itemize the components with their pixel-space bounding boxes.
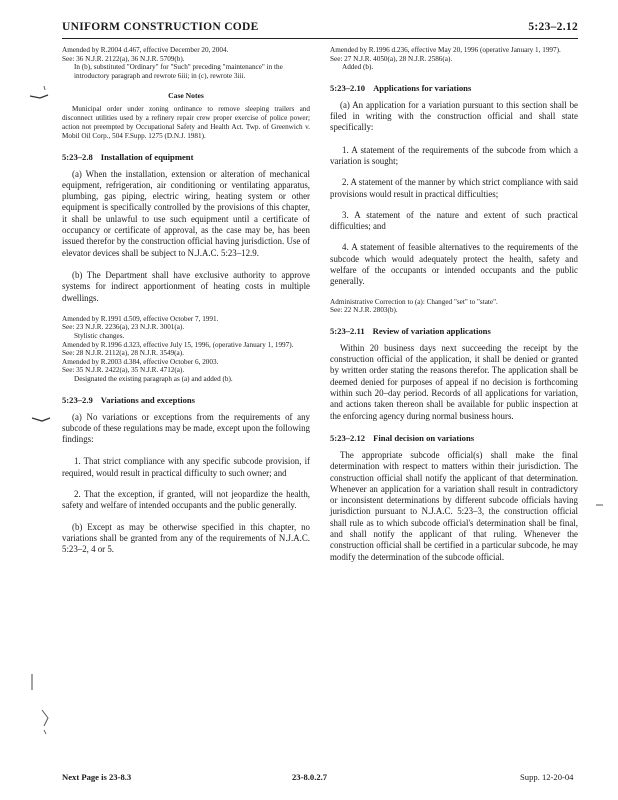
list-item: 2. That the exception, if granted, will not jeopardize the health, safety and welfare of intended occupants and the public generally. [62,489,310,511]
section-title: Installation of equipment [100,151,194,162]
section-title: Applications for variations [373,82,472,93]
section-paragraph: (b) The Department shall have exclusive authority to approve systems for indirect apportionment of heating costs in multiple dwellings. [62,269,310,303]
header-section-number: 5:23–2.12 [528,21,578,33]
section-heading-2-9 [62,395,310,405]
list-item: 1. A statement of the requirements of the subcode from which a variation is sought; [330,144,578,166]
history-note: Amended by R.1991 d.509, effective October 7, 1991. [62,314,219,323]
section-paragraph: (a) No variations or exceptions from the requirements of any subcode of these regulations may be made, except upon the following findings: [62,411,310,445]
section-paragraph: (a) When the installation, extension or alteration of mechanical equipment, refrigeration, air conditioning or ventilating apparatus, plumbing, gas piping, electric wiring, heating system or other equipment is specifically controlled by the provisions of this chapter, it shall be unlawful to use such equipment until a certificate of occupancy or certificate of approval, as the case may be, has been issued therefor by the construction official having jurisdiction. Use of elevator devices shall be subject to N.J.A.C. 5:23–12.9. [62,168,310,258]
history-note: Amended by R.2003 d.384, effective October 6, 2003. [62,357,219,366]
right-column [330,46,578,574]
section-heading-2-12 [330,433,578,443]
history-note: See: 35 N.J.R. 2422(a), 35 N.J.R. 4712(a). [62,366,185,375]
section-paragraph: The appropriate subcode official(s) shall make the final determination with respect to matters within their jurisdiction. The construction official shall notify the applicant of that determination. Whenever an application for a variation shall result in contradictory or inconsistent determinations by different subcode officials having jurisdiction pursuant to N.J.A.C. 5:23–3, the construction official shall rule as to which subcode official's determination shall be final, and shall notify the applicant of that ruling. Whenever the construction official shall be certified in a particular subcode, he may modify the determination of the subcode official. [330,449,578,562]
margin-pen-mark [26,670,52,740]
running-header [62,18,578,39]
history-note: See: 28 N.J.R. 2112(a), 28 N.J.R. 3549(a). [62,349,184,358]
section-title: Review of variation applications [372,325,491,336]
history-note: Designated the existing paragraph as (a) and added (b). [74,374,233,383]
section-title: Variations and exceptions [100,394,196,405]
list-item: 4. A statement of feasible alternatives to the requirements of the subcode which would adequately protect the health, safety and welfare of the occupants or intended occupants and the public generally. [330,242,578,287]
footer-page-number: 23-8.0.2.7 [292,772,328,782]
section-paragraph: Within 20 business days next succeeding the receipt by the construction official of the application, it shall be denied or granted by written order stating the reasons therefor. The application shall be deemed denied for purposes of appeal if no decision is forthcoming within such 20–day period. Records of all applications for variation, and actions taken thereon shall be available for public inspection at the enforcing agency during normal business hours. [330,342,578,421]
section-number: 5:23–2.11 [330,325,365,336]
footer-supplement-date: Supp. 12-20-04 [520,772,574,782]
section-number: 5:23–2.10 [330,82,366,93]
history-note: Amended by R.1996 d.236, effective May 20, 1996 (operative January 1, 1997). [330,46,561,54]
history-note: See: 27 N.J.R. 4050(a), 28 N.J.R. 2586(a). [330,54,453,63]
section-heading-2-8 [62,152,310,162]
header-title: UNIFORM CONSTRUCTION CODE [62,21,259,33]
section-heading-2-11 [330,326,578,336]
history-note: In (b), substituted "Ordinary" for "Such" preceding "maintenance" in the introductory paragraph and rewrote 6iii; in (c), rewrote 3iii. [74,63,283,80]
history-note: Administrative Correction to (a): Changed "set" to "state". [330,297,498,306]
history-note: Added (b). [342,63,374,72]
history-note: See: 23 N.J.R. 2236(a), 23 N.J.R. 3001(a). [62,323,185,332]
case-notes-text: Municipal order under zoning ordinance to remove sleeping trailers and disconnect utilities used by a refinery repair crew proper exercise of police power; action not preempted by Occupational Safety and Health Act. Twp. of Greenwich v. Mobil Oil Corp., 504 F.Supp. 1275 (D.N.J. 1981). [62,105,310,140]
section-number: 5:23–2.9 [62,394,93,405]
history-note: Stylistic changes. [74,332,125,341]
section-number: 5:23–2.12 [330,432,366,443]
case-notes-title: Case Notes [168,91,204,101]
section-paragraph: (b) Except as may be otherwise specified in this chapter, no variations shall be granted from any of the requirements of N.J.A.C. 5:23–2, 4 or 5. [62,521,310,555]
section-title: Final decision on variations [373,432,475,443]
left-column [62,46,310,567]
history-note: See: 22 N.J.R. 2803(b). [330,306,398,315]
list-item: 1. That strict compliance with any specific subcode provision, if required, would result in practical difficulty to such owner; and [62,456,310,478]
margin-pen-mark [594,500,606,512]
section-number: 5:23–2.8 [62,151,93,162]
history-note: Amended by R.2004 d.467, effective December 20, 2004. [62,46,229,54]
section-heading-2-10 [330,83,578,93]
margin-pen-mark [28,82,52,102]
margin-pen-mark [30,412,54,426]
list-item: 2. A statement of the manner by which strict compliance with said provisions would result in practical difficulties; [330,177,578,199]
footer-next-page: Next Page is 23-8.3 [62,772,132,782]
list-item: 3. A statement of the nature and extent of such practical difficulties; and [330,209,578,232]
history-note: See: 36 N.J.R. 2122(a), 36 N.J.R. 5709(b). [62,54,185,63]
history-note: Amended by R.1996 d.323, effective July 15, 1996, (operative January 1, 1997). [62,340,294,349]
section-paragraph: (a) An application for a variation pursuant to this section shall be filed in writing with the construction official and shall state specifically: [330,99,578,133]
